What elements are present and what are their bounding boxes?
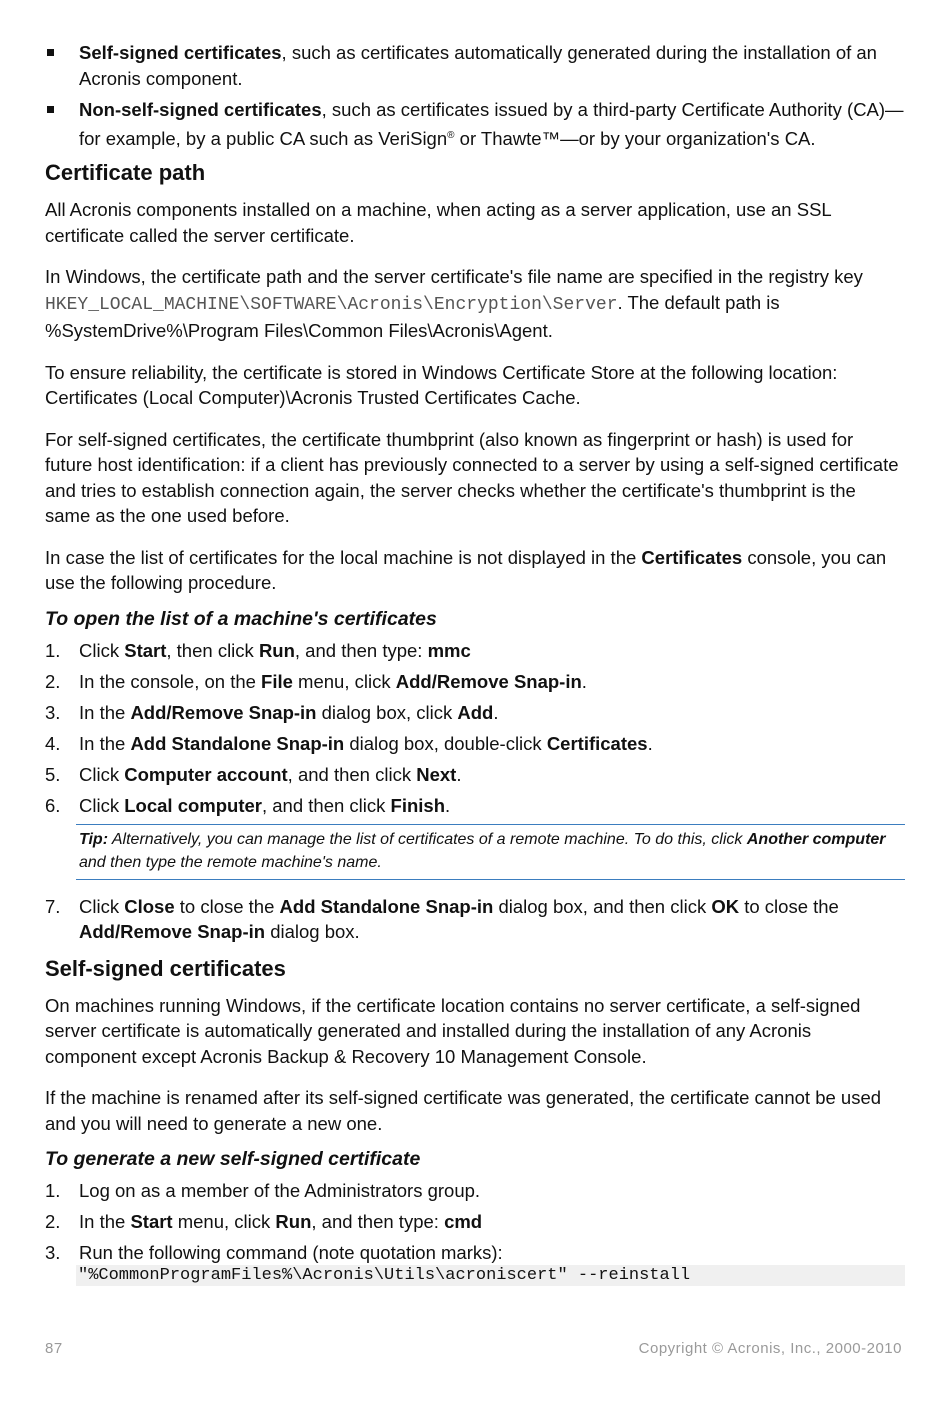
procedure-step	[45, 1209, 905, 1235]
procedure-heading: To generate a new self-signed certificate	[45, 1148, 421, 1171]
step-text: .	[456, 763, 462, 785]
step-text: .	[445, 794, 451, 816]
ui-term: Run	[258, 639, 295, 661]
ui-term: Next	[416, 763, 457, 785]
procedure-step	[45, 669, 905, 695]
ui-term: File	[261, 670, 293, 692]
ui-term: cmd	[444, 1211, 483, 1233]
command-line: "%CommonProgramFiles%\Acronis\Utils\acroniscert" --reinstall	[76, 1265, 905, 1286]
step-text: In the	[79, 732, 131, 754]
step-text: to close the	[174, 895, 280, 917]
step-text: Click	[79, 763, 125, 785]
procedure-heading: To open the list of a machine's certificates	[45, 607, 437, 630]
step-number: 5.	[45, 763, 61, 785]
paragraph	[45, 545, 905, 596]
procedure-step	[45, 1178, 905, 1204]
ui-term: Start	[124, 639, 167, 661]
step-text: Click	[79, 639, 125, 661]
procedure-steps	[45, 638, 905, 819]
step-text: menu, click	[292, 670, 396, 692]
step-text: .	[647, 732, 653, 754]
ui-term: Add/Remove Snap-in	[130, 701, 317, 723]
term: Self-signed certificates	[79, 42, 282, 63]
procedure-step	[45, 793, 905, 819]
text: . The default path is %SystemDrive%\Program Files\Common Files\Acronis\Agent.	[45, 291, 780, 342]
step-text: Log on as a member of the Administrators group.	[79, 1180, 481, 1202]
step-text: dialog box.	[265, 921, 360, 943]
step-number: 1.	[45, 639, 61, 661]
step-text: menu, click	[172, 1211, 276, 1233]
paragraph: For self-signed certificates, the certificate thumbprint (also known as fingerprint or hash) is used for future host identification: if a client has previously connected to a server by using a self-signed certificate and tries to establish connection again, the server checks whether the certificate's thumbprint is the same as the one used before.	[45, 428, 899, 527]
text: In Windows, the certificate path and the server certificate's file name are specified in the registry key	[45, 266, 863, 288]
term: Non-self-signed certificates	[79, 99, 322, 120]
paragraph: If the machine is renamed after its self-signed certificate was generated, the certificate cannot be used and you will need to generate a new one.	[45, 1087, 882, 1134]
ui-term: Computer account	[124, 763, 288, 785]
step-text: .	[581, 670, 587, 692]
section-heading: Self-signed certificates	[45, 955, 286, 981]
ui-term: Finish	[390, 794, 446, 816]
step-number: 1.	[45, 1180, 61, 1202]
tip-term: Another computer	[746, 830, 886, 848]
tip-box	[76, 824, 905, 880]
step-text: Click	[79, 794, 125, 816]
step-number: 2.	[45, 670, 61, 692]
ui-term: Add	[457, 701, 494, 723]
list-item	[45, 40, 905, 91]
ui-term: Add Standalone Snap-in	[130, 732, 345, 754]
tip-label: Tip:	[79, 830, 109, 848]
list-item	[45, 97, 905, 151]
step-number: 4.	[45, 732, 61, 754]
copyright-notice: Copyright © Acronis, Inc., 2000-2010	[638, 1340, 902, 1357]
registered-mark: ®	[447, 129, 455, 141]
step-number: 6.	[45, 794, 61, 816]
step-text: .	[493, 701, 499, 723]
step-text: dialog box, click	[316, 701, 458, 723]
procedure-step	[45, 731, 905, 757]
certificate-types-list	[45, 40, 905, 151]
step-text: Click	[79, 895, 125, 917]
list-item-text: or Thawte™—or by your organization's CA.	[454, 127, 816, 149]
step-number: 7.	[45, 895, 61, 917]
step-text: , and then type:	[294, 639, 428, 661]
procedure-steps	[45, 1178, 905, 1266]
step-number: 3.	[45, 1242, 61, 1264]
ui-term: mmc	[427, 639, 471, 661]
square-bullet-icon	[47, 49, 54, 56]
page-footer	[45, 1340, 902, 1357]
page-number: 87	[45, 1340, 63, 1357]
list-item-text: , such as certificates automatically generated during the installation of an Acronis component.	[79, 42, 877, 89]
paragraph: All Acronis components installed on a machine, when acting as a server application, use an SSL certificate called the server certificate.	[45, 199, 832, 246]
paragraph	[45, 264, 905, 344]
step-text: In the	[79, 1211, 131, 1233]
tip-text: and then type the remote machine's name.	[79, 853, 382, 871]
step-text: dialog box, double-click	[344, 732, 547, 754]
step-text: , then click	[166, 639, 259, 661]
step-text: dialog box, and then click	[493, 895, 712, 917]
section-heading: Certificate path	[45, 160, 206, 186]
ui-term: Start	[130, 1211, 173, 1233]
ui-term: Add Standalone Snap-in	[279, 895, 494, 917]
term: Certificates	[641, 546, 743, 568]
registry-key: HKEY_LOCAL_MACHINE\SOFTWARE\Acronis\Encryption\Server	[45, 294, 618, 315]
procedure-step	[45, 894, 905, 945]
paragraph: On machines running Windows, if the certificate location contains no server certificate, a self-signed server certificate is automatically generated and installed during the installation of any Acronis component except Acronis Backup & Recovery 10 Management Console.	[45, 994, 861, 1067]
procedure-step	[45, 700, 905, 726]
step-text: , and then click	[287, 763, 417, 785]
procedure-steps	[45, 894, 905, 945]
procedure-step	[45, 638, 905, 664]
ui-term: Add/Remove Snap-in	[79, 921, 266, 943]
step-number: 2.	[45, 1211, 61, 1233]
list-item-text: , such as certificates issued by a third-party Certificate Authority (CA)—for example, by a public CA such as VeriSign	[79, 99, 904, 149]
ui-term: Close	[124, 895, 175, 917]
step-text: In the console, on the	[79, 670, 262, 692]
ui-term: Local computer	[124, 794, 262, 816]
document-page	[45, 40, 905, 1286]
step-text: to close the	[739, 895, 839, 917]
paragraph: To ensure reliability, the certificate is stored in Windows Certificate Store at the following location: Certificates (Local Computer)\Acronis Trusted Certificates Cache.	[45, 361, 838, 409]
ui-term: Certificates	[546, 732, 648, 754]
text: console, you can use the following procedure.	[45, 546, 887, 594]
step-text: In the	[79, 701, 131, 723]
step-text: Run the following command (note quotation marks):	[79, 1242, 503, 1264]
procedure-step	[45, 762, 905, 788]
step-number: 3.	[45, 701, 61, 723]
tip-text: Alternatively, you can manage the list of certificates of a remote machine. To do this, click	[108, 830, 747, 848]
ui-term: Run	[275, 1211, 312, 1233]
text: In case the list of certificates for the local machine is not displayed in the	[45, 546, 642, 568]
ui-term: OK	[711, 895, 740, 917]
ui-term: Add/Remove Snap-in	[395, 670, 582, 692]
square-bullet-icon	[47, 106, 54, 113]
step-text: , and then click	[261, 794, 391, 816]
procedure-step	[45, 1240, 905, 1266]
step-text: , and then type:	[311, 1211, 445, 1233]
